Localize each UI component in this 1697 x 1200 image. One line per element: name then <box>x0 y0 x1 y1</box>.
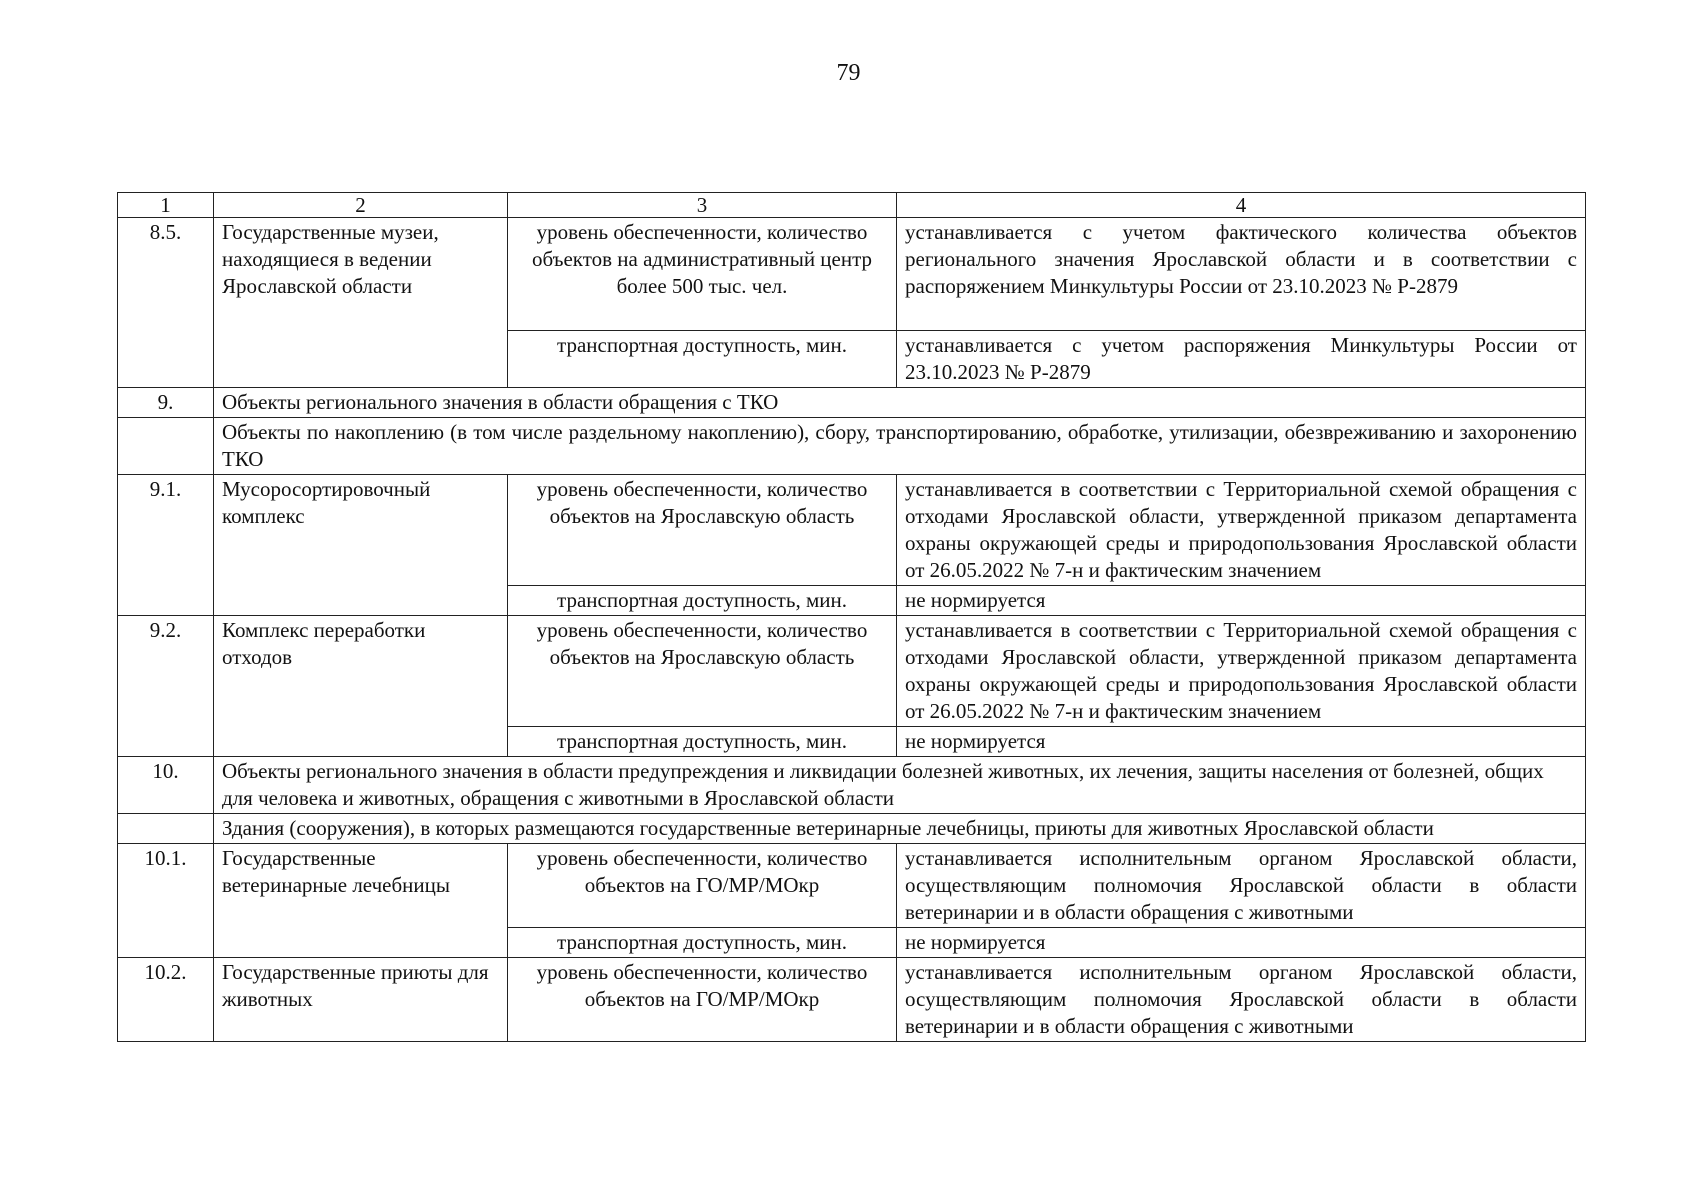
table-header-row <box>118 193 1586 218</box>
indicator-value: устанавливается с учетом распоряжения Минкультуры России от 23.10.2023 № Р-2879 <box>897 331 1586 388</box>
indicator-value: устанавливается в соответствии с Территориальной схемой обращения с отходами Ярославской области, утвержденной приказом департамента охраны окружающей среды и природопользования Ярославской области от 26.05.2022 № 7-н и фактическим значением <box>897 475 1586 586</box>
section-subtitle: Здания (сооружения), в которых размещаются государственные ветеринарные лечебницы, приюты для животных Ярославской области <box>214 814 1586 844</box>
row-number: 9.1. <box>118 475 214 616</box>
indicator-value: не нормируется <box>897 928 1586 958</box>
object-name: Государственные ветеринарные лечебницы <box>214 844 508 958</box>
column-header-4: 4 <box>897 193 1586 218</box>
empty-cell <box>118 814 214 844</box>
column-header-3: 3 <box>508 193 897 218</box>
row-number: 9.2. <box>118 616 214 757</box>
table-row <box>118 475 1586 586</box>
section-title: Объекты регионального значения в области предупреждения и ликвидации болезней животных, их лечения, защиты населения от болезней, общих для человека и животных, обращения с животными в Ярославской области <box>214 757 1586 814</box>
table-row <box>118 388 1586 418</box>
indicator: транспортная доступность, мин. <box>508 727 897 757</box>
object-name: Комплекс переработки отходов <box>214 616 508 757</box>
empty-cell <box>118 418 214 475</box>
indicator: уровень обеспеченности, количество объектов на ГО/МР/МОкр <box>508 958 897 1042</box>
indicator-value: не нормируется <box>897 727 1586 757</box>
indicator-value: устанавливается в соответствии с Территориальной схемой обращения с отходами Ярославской области, утвержденной приказом департамента охраны окружающей среды и природопользования Ярославской области от 26.05.2022 № 7-н и фактическим значением <box>897 616 1586 727</box>
table-row <box>118 418 1586 475</box>
indicator-value: устанавливается с учетом фактического количества объектов регионального значения Ярославской области и в соответствии с распоряжением Минкультуры России от 23.10.2023 № Р-2879 <box>897 218 1586 331</box>
page-number: 79 <box>836 60 861 86</box>
row-number: 10. <box>118 757 214 814</box>
object-name: Государственные музеи, находящиеся в ведении Ярославской области <box>214 218 508 388</box>
indicator-value: устанавливается исполнительным органом Ярославской области, осуществляющим полномочия Ярославской области в области ветеринарии и в области обращения с животными <box>897 958 1586 1042</box>
table-row <box>118 844 1586 928</box>
table-row <box>118 814 1586 844</box>
indicator: транспортная доступность, мин. <box>508 928 897 958</box>
indicator: уровень обеспеченности, количество объектов на ГО/МР/МОкр <box>508 844 897 928</box>
indicator: уровень обеспеченности, количество объектов на административный центр более 500 тыс. чел. <box>508 218 897 331</box>
indicator-value: не нормируется <box>897 586 1586 616</box>
indicator: уровень обеспеченности, количество объектов на Ярославскую область <box>508 475 897 586</box>
table-row <box>118 616 1586 727</box>
column-header-1: 1 <box>118 193 214 218</box>
regulations-table <box>117 192 1586 1042</box>
indicator: транспортная доступность, мин. <box>508 331 897 388</box>
row-number: 10.2. <box>118 958 214 1042</box>
indicator: уровень обеспеченности, количество объектов на Ярославскую область <box>508 616 897 727</box>
section-subtitle: Объекты по накоплению (в том числе раздельному накоплению), сбору, транспортированию, обработке, утилизации, обезвреживанию и захоронению ТКО <box>214 418 1586 475</box>
object-name: Мусоросортировочный комплекс <box>214 475 508 616</box>
table-row <box>118 958 1586 1042</box>
table-row <box>118 757 1586 814</box>
row-number: 8.5. <box>118 218 214 388</box>
row-number: 9. <box>118 388 214 418</box>
object-name: Государственные приюты для животных <box>214 958 508 1042</box>
table-row <box>118 218 1586 331</box>
row-number: 10.1. <box>118 844 214 958</box>
indicator: транспортная доступность, мин. <box>508 586 897 616</box>
column-header-2: 2 <box>214 193 508 218</box>
indicator-value: устанавливается исполнительным органом Ярославской области, осуществляющим полномочия Ярославской области в области ветеринарии и в области обращения с животными <box>897 844 1586 928</box>
section-title: Объекты регионального значения в области обращения с ТКО <box>214 388 1586 418</box>
